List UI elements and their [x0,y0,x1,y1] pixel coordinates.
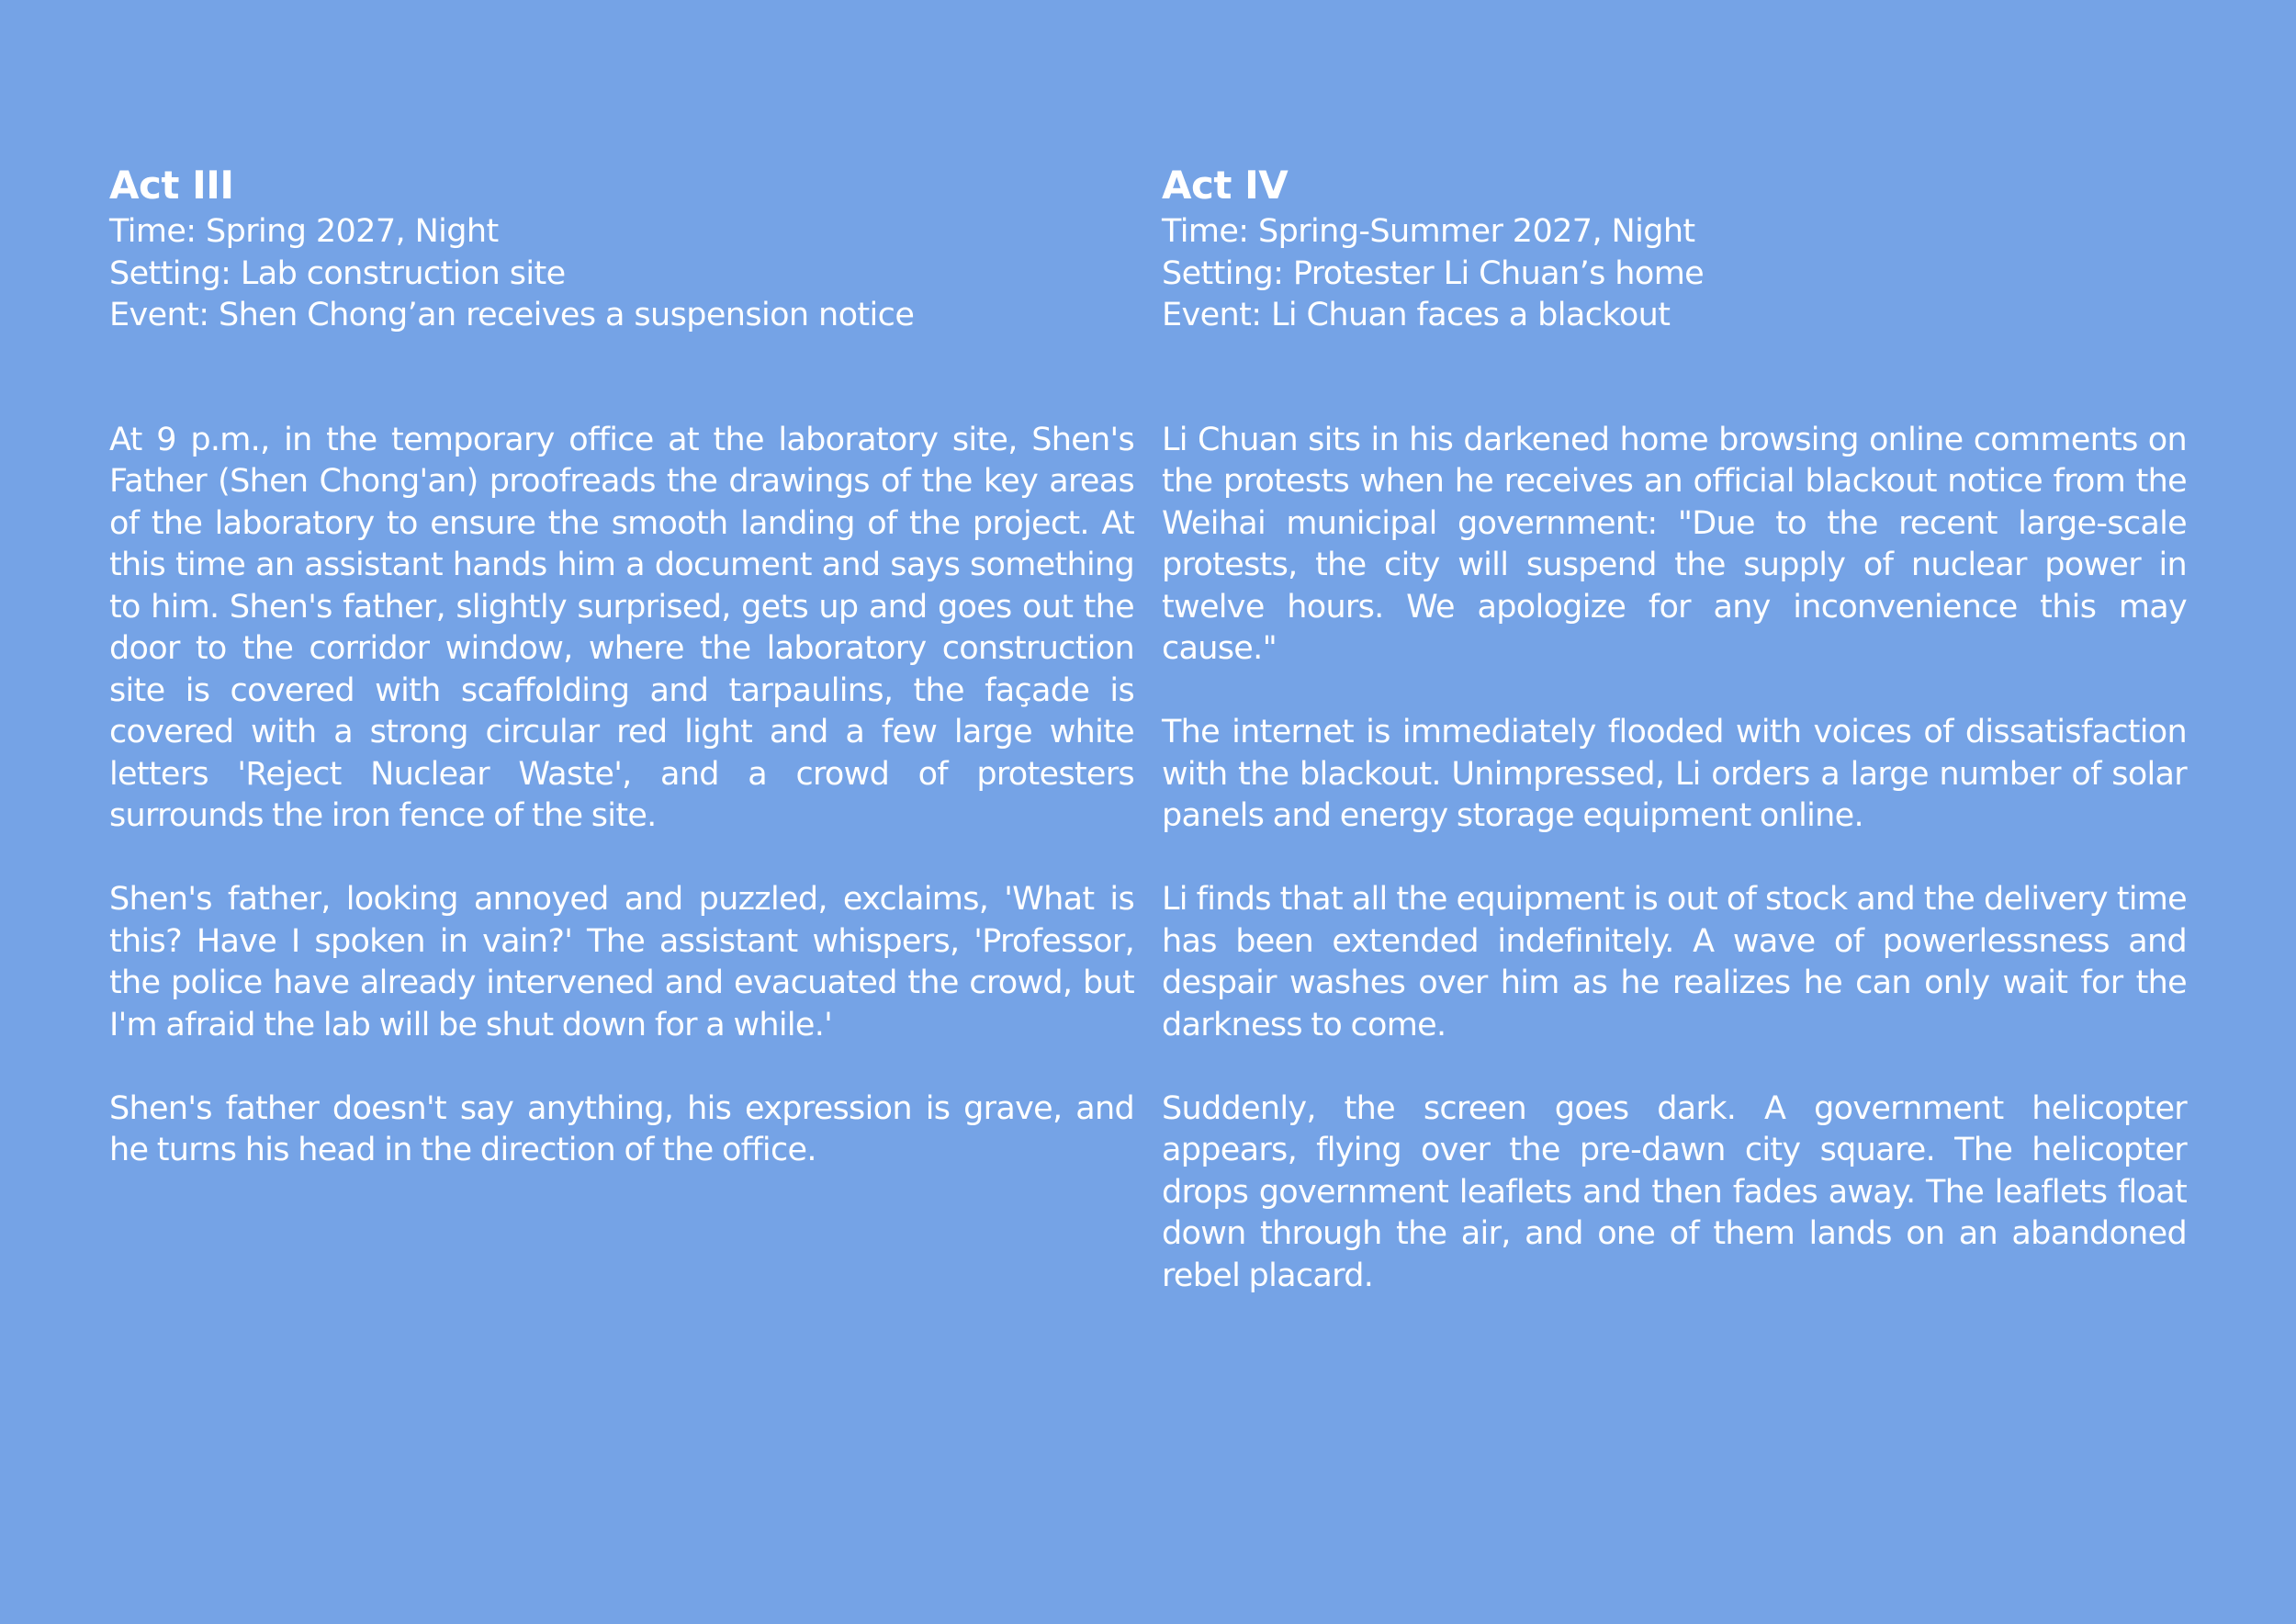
act-4-title: Act IV [1162,163,1289,208]
act-3-body [109,420,1134,1172]
act-4-time: Time: Spring-Summer 2027, Night [1162,213,1695,250]
act-4-setting: Setting: Protester Li Chuan’s home [1162,254,1705,292]
act-3-time: Time: Spring 2027, Night [109,213,499,250]
act-4-paragraph-1: Li Chuan sits in his darkened home browsing online comments on the protests when he receives an official blackout notice from the Weihai municipal government: "Due to the recent large-scale protests, the city will suspend the supply of nuclear power in twelve hours. We apologize for any inconvenience this may cause." [1162,421,2187,667]
act-3-paragraph-3: Shen's father doesn't say anything, his expression is grave, and he turns his head in the direction of the office. [109,1089,1134,1168]
act-3-paragraph-1: At 9 p.m., in the temporary office at the laboratory site, Shen's Father (Shen Chong'an) proofreads the drawings of the key areas of the laboratory to ensure the smooth landing of the project. At this time an assistant hands him a document and says something to him. Shen's father, slightly surprised, gets up and goes out the door to the corridor window, where the laboratory construction site is covered with scaffolding and tarpaulins, the façade is covered with a strong circular red light and a few large white letters 'Reject Nuclear Waste', and a crowd of protesters surrounds the iron fence of the site. [109,421,1134,834]
act-4-event: Event: Li Chuan faces a blackout [1162,297,1671,333]
act-3-event: Event: Shen Chong’an receives a suspension notice [109,297,915,333]
act-3-column [109,162,1134,1213]
act-3-setting: Setting: Lab construction site [109,254,566,292]
act-3-paragraph-2: Shen's father, looking annoyed and puzzled, exclaims, 'What is this? Have I spoken in vain?' The assistant whispers, 'Professor, the police have already intervened and evacuated the crowd, but I'm afraid the lab will be shut down for a while.' [109,881,1134,1043]
act-3-title: Act III [109,163,234,208]
act-4-paragraph-3: Li finds that all the equipment is out of stock and the delivery time has been extended indefinitely. A wave of powerlessness and despair washes over him as he realizes he can only wait for the darkness to come. [1162,881,2187,1043]
act-4-column [1162,162,2187,1339]
act-4-body [1162,420,2187,1298]
act-4-paragraph-4: Suddenly, the screen goes dark. A government helicopter appears, flying over the pre-dawn city square. The helicopter drops government leaflets and then fades away. The leaflets float down through the air, and one of them lands on an abandoned rebel placard. [1162,1089,2187,1294]
act-4-paragraph-2: The internet is immediately flooded with voices of dissatisfaction with the blackout. Unimpressed, Li orders a large number of solar panels and energy storage equipment online. [1162,714,2187,834]
